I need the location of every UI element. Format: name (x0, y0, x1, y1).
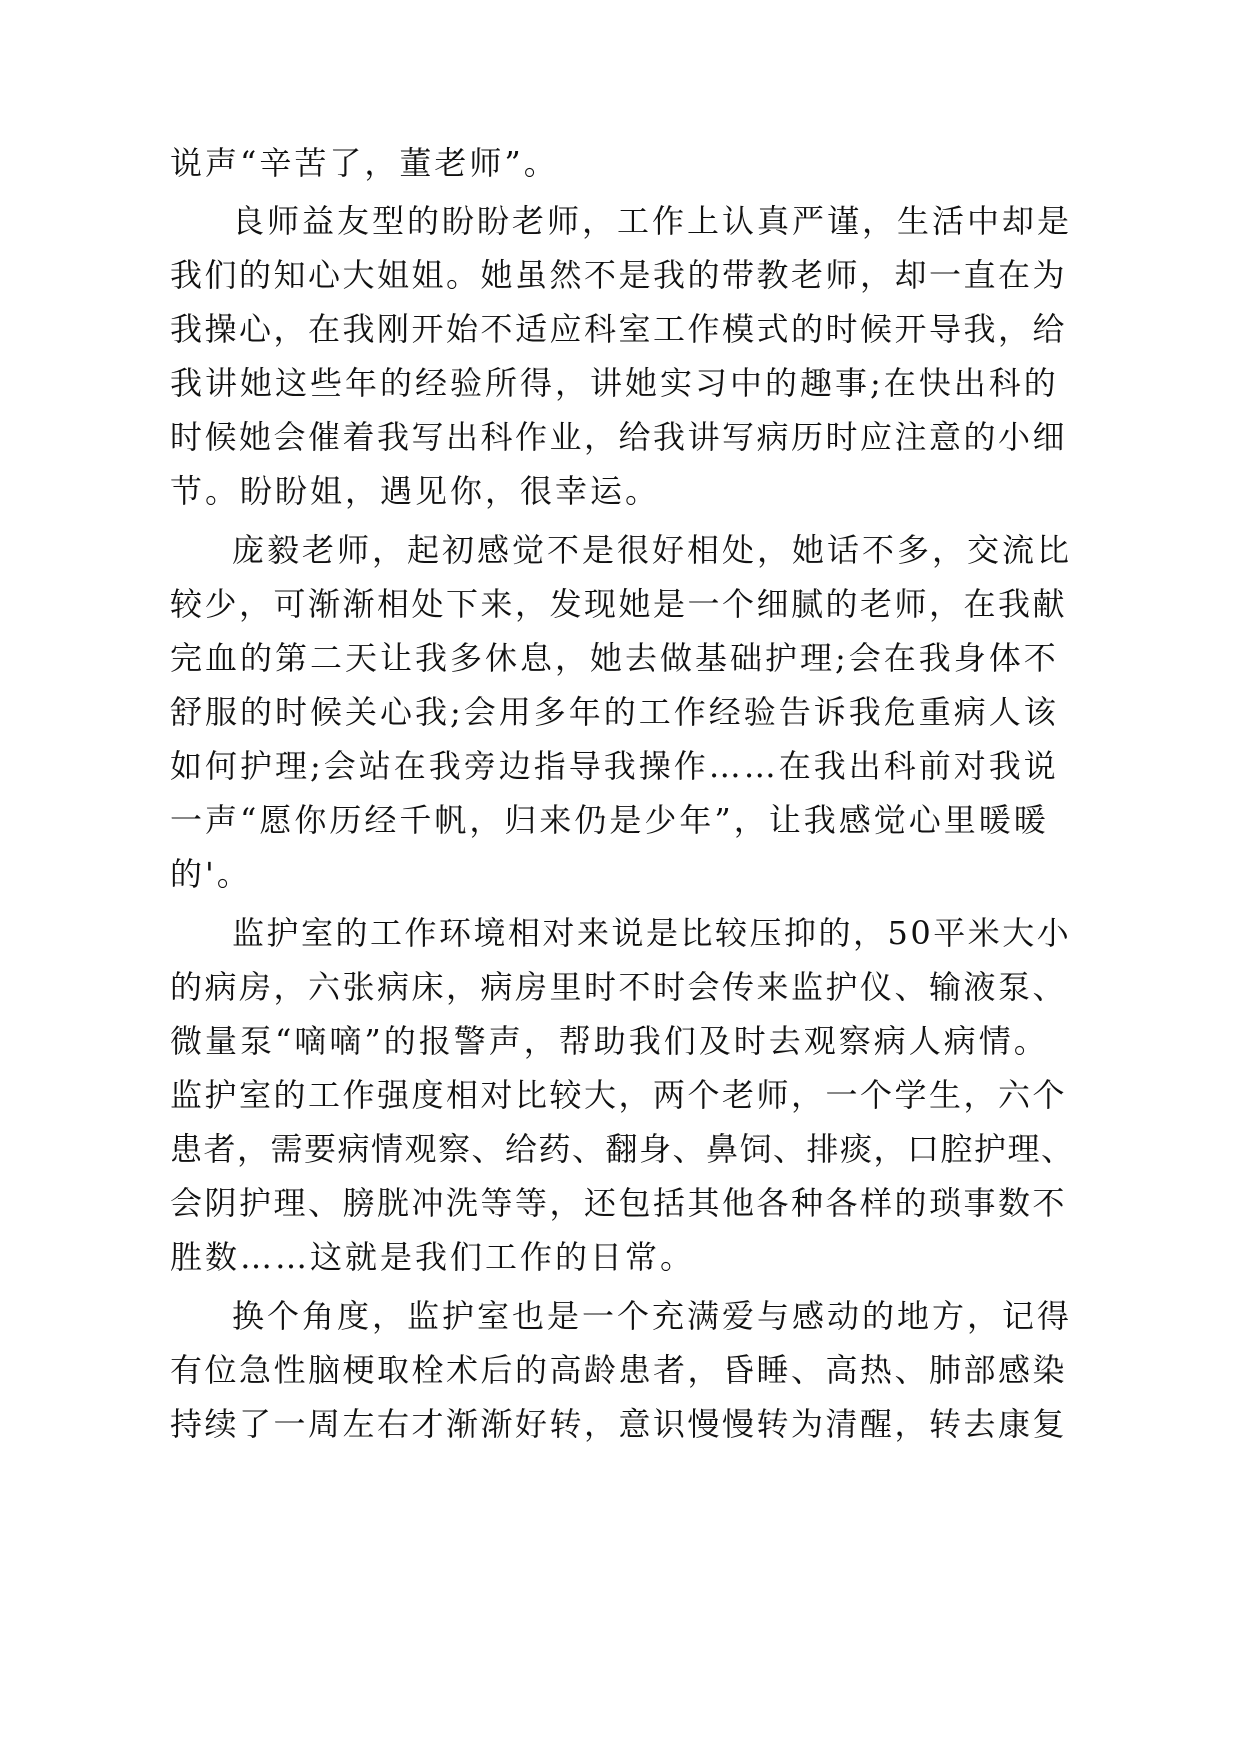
text-line: 节。盼盼姐，遇见你，很幸运。 (170, 472, 661, 510)
text-line: 我们的知心大姐姐。她虽然不是我的带教老师，却一直在为 (170, 256, 1068, 294)
text-line: 完血的第二天让我多休息，她去做基础护理;会在我身体不 (170, 639, 1059, 677)
text-line: 说声“辛苦了，董老师”。 (170, 144, 559, 182)
text-line: 有位急性脑梗取栓术后的高龄患者，昏睡、高热、肺部感染 (170, 1351, 1068, 1389)
text-line: 时候她会催着我写出科作业，给我讲写病历时应注意的小细 (170, 418, 1068, 456)
text-line: 舒服的时候关心我;会用多年的工作经验告诉我危重病人该 (170, 693, 1059, 731)
text-line: 监护室的工作强度相对比较大，两个老师，一个学生，六个 (170, 1076, 1068, 1114)
text-line: 会阴护理、膀胱冲洗等等，还包括其他各种各样的琐事数不 (170, 1184, 1068, 1222)
text-line: 的'。 (170, 855, 252, 893)
text-line: 我讲她这些年的经验所得，讲她实习中的趣事;在快出科的 (170, 364, 1059, 402)
text-line: 持续了一周左右才渐渐好转，意识慢慢转为清醒，转去康复 (170, 1405, 1068, 1443)
text-line: 较少，可渐渐相处下来，发现她是一个细腻的老师，在我献 (170, 585, 1068, 623)
text-line: 换个角度，监护室也是一个充满爱与感动的地方，记得 (232, 1297, 1073, 1335)
text-line: 监护室的工作环境相对来说是比较压抑的，50平米大小 (232, 914, 1072, 952)
text-line: 我操心，在我刚开始不适应科室工作模式的时候开导我，给 (170, 310, 1068, 348)
text-line: 庞毅老师，起初感觉不是很好相处，她话不多，交流比 (232, 531, 1073, 569)
text-line: 如何护理;会站在我旁边指导我操作……在我出科前对我说 (170, 747, 1059, 785)
text-line: 的病房，六张病床，病房里时不时会传来监护仪、输液泵、 (170, 968, 1068, 1006)
text-line: 胜数……这就是我们工作的日常。 (170, 1238, 696, 1276)
text-line: 微量泵“嘀嘀”的报警声，帮助我们及时去观察病人病情。 (170, 1022, 1049, 1060)
text-line: 一声“愿你历经千帆，归来仍是少年”，让我感觉心里暖暖 (170, 801, 1049, 839)
text-line: 患者，需要病情观察、给药、翻身、鼻饲、排痰，口腔护理、 (170, 1130, 1075, 1168)
text-line: 良师益友型的盼盼老师，工作上认真严谨，生活中却是 (232, 202, 1073, 240)
